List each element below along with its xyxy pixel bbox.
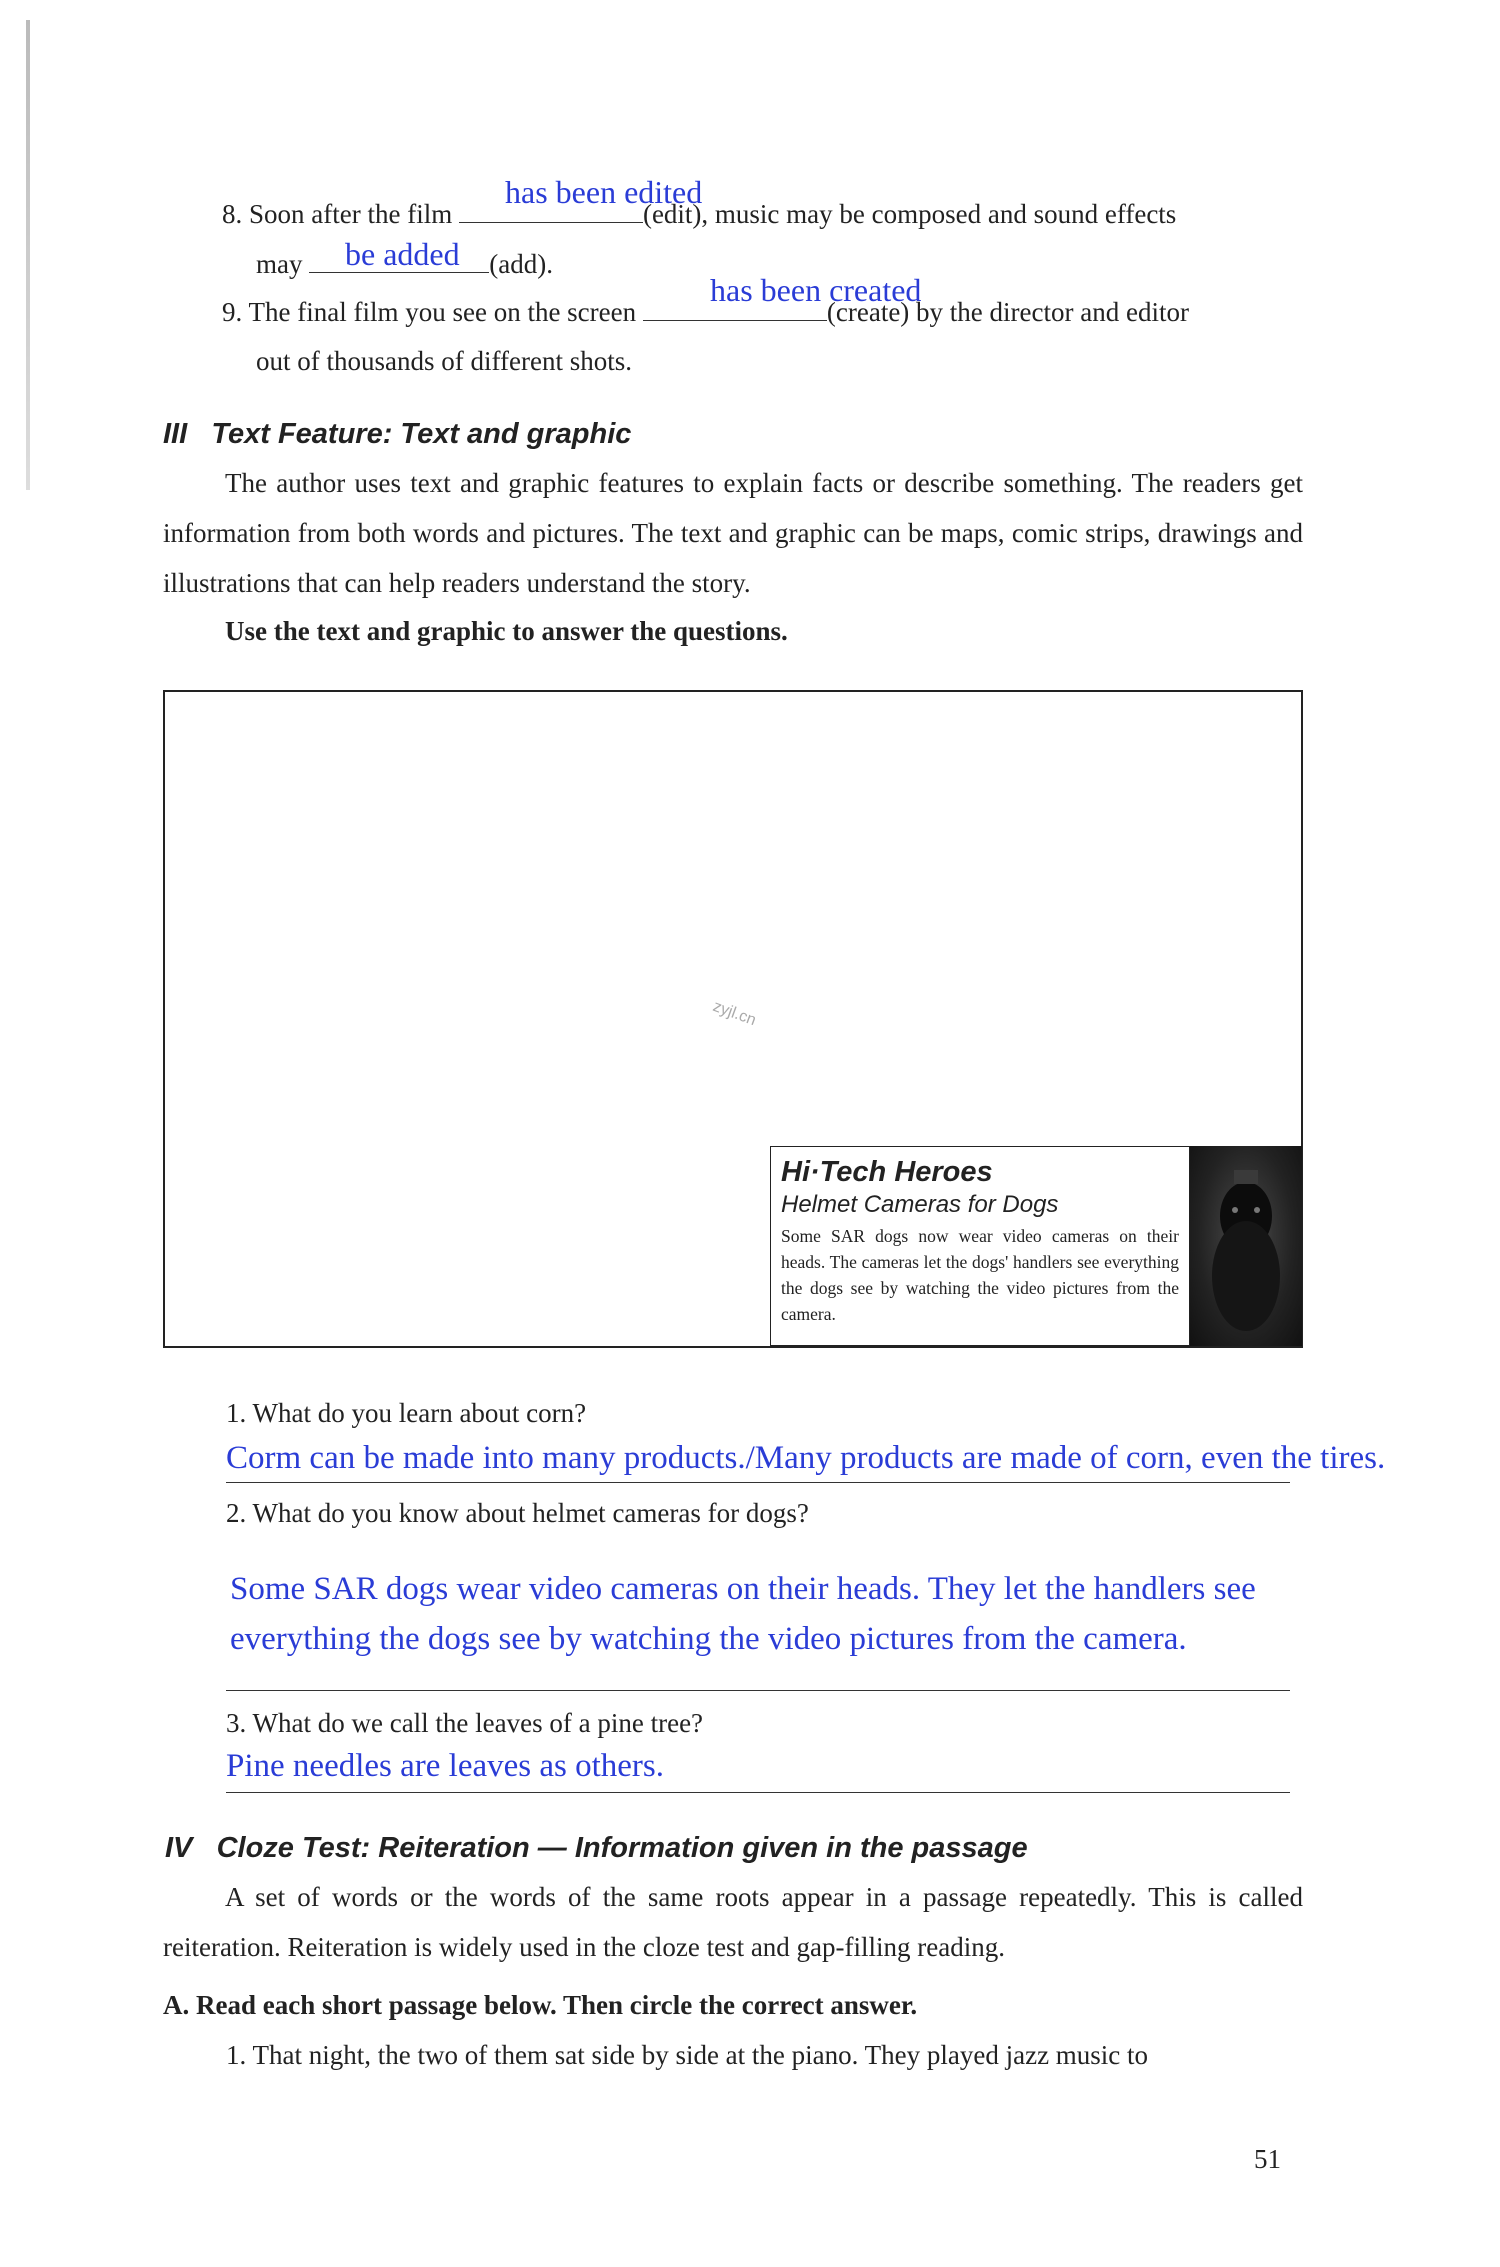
page-number: 51 [1254, 2144, 1281, 2174]
q8-text-4: (add). [489, 249, 553, 279]
q9-line2: out of thousands of different shots. [256, 346, 632, 376]
q9-text-2: (create) by the director and editor [826, 297, 1189, 327]
q8-answer-2: be added [345, 236, 460, 272]
watermark-text: zyjl.cn [710, 997, 759, 1030]
section3-numeral: III [163, 418, 188, 450]
infobox-body: Some SAR dogs now wear video cameras on their heads. The cameras let the dogs' handlers see everything the dogs see by watching the video pictures from the camera. [781, 1226, 1179, 1324]
scan-edge-shadow [26, 20, 30, 490]
section4-title: Cloze Test: Reiteration — Information given in the passage [216, 1832, 1028, 1864]
answer-1: Corm can be made into many products./Many products are made of corn, even the tires. [226, 1440, 1386, 1476]
answer-2-line [226, 1690, 1290, 1691]
hitech-heroes-box [770, 1146, 1190, 1346]
section3-instruction: Use the text and graphic to answer the questions. [225, 616, 788, 646]
section4-heading [165, 1832, 1028, 1865]
section3-paragraph: The author uses text and graphic features to explain facts or describe something. The readers get information from both words and pictures. The text and graphic can be maps, comic strips, drawings and illustrations that can help readers understand the story. [163, 468, 1303, 598]
q8-answer-1: has been edited [505, 174, 703, 210]
answer-2-line-2: everything the dogs see by watching the video pictures from the camera. [230, 1621, 1187, 1657]
q8-text-1: Soon after the film [249, 199, 453, 229]
question-1: 1. What do you learn about corn? [226, 1398, 587, 1428]
infobox-title: Hi·Tech Heroes [781, 1156, 993, 1188]
q9-answer: has been created [710, 272, 922, 308]
dog-silhouette-icon [1190, 1146, 1302, 1346]
question-3: 3. What do we call the leaves of a pine tree? [226, 1708, 704, 1738]
q9-text-1: The final film you see on the screen [248, 297, 637, 327]
answer-2-line-1: Some SAR dogs wear video cameras on their heads. They let the handlers see [230, 1571, 1256, 1607]
dog-helmet-camera-photo [1190, 1146, 1302, 1346]
question-2: 2. What do you know about helmet cameras for dogs? [226, 1498, 809, 1528]
section4-paragraph: A set of words or the words of the same roots appear in a passage repeatedly. This is called reiteration. Reiteration is widely used in the cloze test and gap-filling reading. [163, 1882, 1303, 1962]
q9-number: 9. [222, 297, 243, 327]
q8-text-2: (edit), music may be composed and sound effects [642, 199, 1177, 229]
section3-title: Text Feature: Text and graphic [211, 418, 632, 450]
answer-3: Pine needles are leaves as others. [226, 1748, 664, 1784]
infobox-subtitle: Helmet Cameras for Dogs [781, 1191, 1059, 1218]
q8-text-3: may [256, 249, 303, 279]
q8-number: 8. [222, 199, 243, 229]
section3-heading [163, 418, 631, 451]
part-a-instruction: A. Read each short passage below. Then circle the correct answer. [163, 1990, 918, 2020]
cloze-item-1: 1. That night, the two of them sat side by side at the piano. They played jazz music to [226, 2040, 1149, 2070]
q9-line1 [222, 298, 1189, 326]
section4-numeral: IV [165, 1832, 193, 1864]
answer-3-line [226, 1792, 1290, 1793]
answer-1-line [226, 1482, 1290, 1483]
